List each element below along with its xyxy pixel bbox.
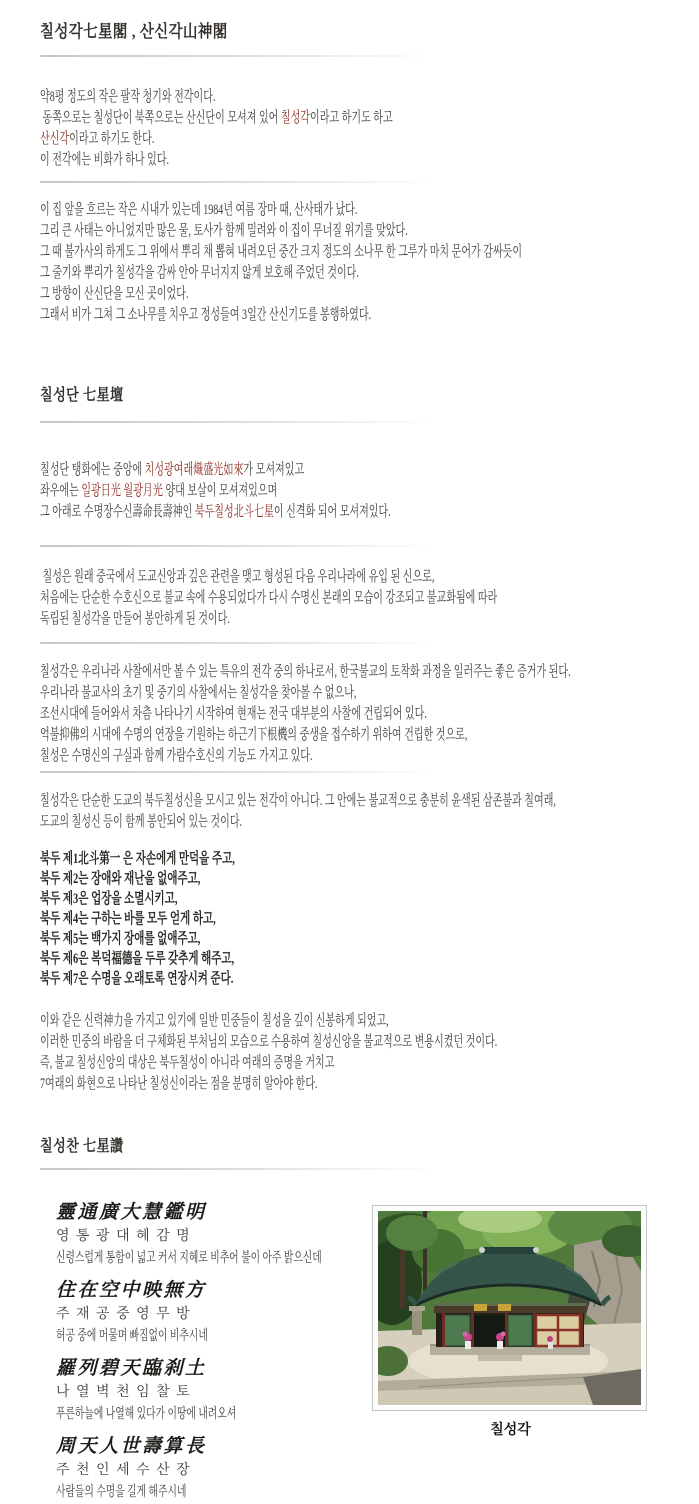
paragraph-line	[40, 791, 556, 812]
text-segment: 이 전각에는 비화가 하나 있다.	[40, 152, 170, 168]
highlight-term: 일광日光 월광月光	[81, 483, 163, 499]
text-segment: 양대 보살이 모셔져있으며	[162, 483, 278, 499]
text-segment: 7여래의 화현으로 나타난 칠성신이라는 점을 분명히 알아야 한다.	[40, 1076, 318, 1092]
paragraph-line	[40, 263, 476, 284]
text-segment: 독립된 칠성각을 만들어 봉안하게 된 것이다.	[40, 611, 230, 627]
verse-meaning: 허공 중에 머물며 빠짐없이 비추시네	[56, 1329, 208, 1344]
text-segment: 칠성은 원래 중국에서 도교신앙과 깊은 관련을 맺고 형성된 다음 우리나라에 유입 된 신으로,	[40, 569, 435, 585]
paragraph	[40, 1011, 690, 1095]
section-divider	[40, 181, 472, 183]
text-segment: 북두 제5는 백가지 장애를 없애주고,	[40, 931, 201, 947]
text-segment: 동쪽으로는 칠성단이 북쪽으로는 산신단이 모셔져 있어	[40, 110, 281, 126]
paragraph-line	[40, 481, 476, 502]
section-divider	[40, 642, 472, 644]
verse-hanja: 羅列碧天臨刹土	[56, 1358, 207, 1379]
paragraph-line	[40, 812, 476, 833]
temple-photo-illustration	[378, 1211, 641, 1405]
dharma-list-item	[40, 969, 495, 989]
temple-photo	[372, 1205, 647, 1411]
paragraph-line	[40, 725, 476, 746]
text-segment: 가 모셔져있고	[243, 462, 305, 478]
highlight-term: 산신각	[40, 131, 70, 147]
text-segment: 북두 제6은 복덕福德을 두루 갖추게 해주고,	[40, 951, 235, 967]
verse-reading: 영 통 광 대 혜 감 명	[56, 1229, 192, 1244]
paragraph-line	[40, 1011, 476, 1032]
text-segment: 이라고 하기도 하고	[310, 110, 393, 126]
section-divider	[40, 545, 472, 547]
paragraph	[40, 87, 690, 171]
text-segment: 그 아래로 수명장수신壽命長壽神인	[40, 504, 195, 520]
dharma-list-item	[40, 849, 495, 869]
highlight-term: 치성광여래熾盛光如來	[144, 462, 244, 478]
paragraph-line	[40, 567, 476, 588]
text-segment: 칠성각은 우리나라 사찰에서만 볼 수 있는 특유의 전각 중의 하나로서, 한국불교의 토착화 과정을 일러주는 좋은 증거가 된다.	[40, 664, 571, 680]
highlight-term: 칠성각	[280, 110, 311, 126]
verse-reading: 주 천 인 세 수 산 장	[56, 1463, 192, 1478]
paragraph-line	[40, 588, 498, 609]
text-segment: 이러한 민중의 바람을 더 구체화된 부처님의 모습으로 수용하여 칠성신앙을 불교적으로 변용시켰던 것이다.	[40, 1034, 498, 1050]
text-segment: 칠성은 수명신의 구실과 함께 가람수호신의 기능도 가지고 있다.	[40, 748, 313, 764]
text-segment: 처음에는 단순한 수호신으로 불교 속에 수용되었다가 다시 수명신 본래의 모습이 강조되고 불교화됨에 따라	[40, 590, 498, 606]
verse-group	[56, 1434, 396, 1504]
text-segment: 칠성단 탱화에는 중앙에	[40, 462, 145, 478]
text-segment: 북두 제4는 구하는 바를 모두 얻게 하고,	[40, 911, 216, 927]
temple-figure	[372, 1205, 649, 1439]
text-segment: 이와 같은 신력神力을 가지고 있기에 일반 민중들이 칠성을 깊이 신봉하게 되었고,	[40, 1013, 389, 1029]
dharma-list	[40, 849, 690, 989]
text-segment: 억불抑佛의 시대에 수명의 연장을 기원하는 하근기下根機의 중생을 접수하기 위하여 건립한 것으로,	[40, 727, 468, 743]
paragraph-line	[40, 683, 476, 704]
verse-meaning: 사람들의 수명을 길게 해주시네	[56, 1485, 187, 1500]
section-divider	[40, 421, 472, 423]
paragraph	[40, 662, 690, 767]
text-segment: 약8평 정도의 작은 팔작 청기와 전각이다.	[40, 89, 216, 105]
text-segment: 즉, 불교 칠성신앙의 대상은 북두칠성이 아니라 여래의 증명을 거치고	[40, 1055, 335, 1071]
section-divider	[40, 55, 472, 57]
verse-group	[56, 1200, 396, 1270]
paragraph-line	[40, 1032, 498, 1053]
paragraph-line	[40, 200, 476, 221]
photo-caption: 칠성각	[490, 1423, 531, 1438]
paragraph-line	[40, 704, 476, 725]
verse-group	[56, 1356, 396, 1426]
paragraph-line	[40, 129, 476, 150]
paragraph-line	[40, 150, 476, 171]
text-segment: 북두 제2는 장애와 재난을 없애주고,	[40, 871, 201, 887]
verse-reading: 나 열 벽 천 임 찰 토	[56, 1385, 192, 1400]
text-segment: 그리 큰 사태는 아니었지만 많은 물, 토사가 함께 밀려와 이 집이 무너질 위기를 맞았다.	[40, 223, 408, 239]
text-segment: 우리나라 불교사의 초기 및 중기의 사찰에서는 칠성각을 찾아볼 수 없으나,	[40, 685, 357, 701]
dharma-list-item	[40, 909, 495, 929]
verse-hanja: 住在空中映無方	[56, 1280, 207, 1301]
verse-meaning: 신령스럽게 통함이 넓고 커서 지혜로 비추어 불이 아주 밝으신데	[56, 1251, 322, 1266]
paragraph-line	[40, 609, 476, 630]
paragraph	[40, 460, 690, 523]
text-segment: 칠성각은 단순한 도교의 북두칠성신을 모시고 있는 전각이 아니다. 그 안에는 불교적으로 충분히 윤색된 삼존불과 칠여래,	[40, 793, 556, 809]
paragraph-line	[40, 746, 476, 767]
paragraph-line	[40, 87, 476, 108]
text-segment: 북두 제1北斗第一 은 자손에게 만덕을 주고,	[40, 851, 235, 867]
paragraph-line	[40, 1074, 476, 1095]
paragraph	[40, 791, 690, 833]
text-segment: 그 때 불가사의 하게도 그 위에서 뿌리 채 뽑혀 내려오던 중간 크지 정도의 소나무 한 그루가 마치 문어가 감싸듯이	[40, 244, 523, 260]
text-segment: 이 신격화 되어 모셔져있다.	[273, 504, 391, 520]
text-segment: 북두 제3은 업장을 소멸시키고,	[40, 891, 178, 907]
text-segment: 도교의 칠성신 등이 함께 봉안되어 있는 것이다.	[40, 814, 243, 830]
text-segment: 그 방향이 산신단을 모신 곳이었다.	[40, 286, 189, 302]
paragraph-line	[40, 460, 476, 481]
highlight-term: 북두칠성北斗七星	[194, 504, 274, 520]
dharma-list-item	[40, 869, 495, 889]
text-segment: 이 집 앞을 흐르는 작은 시내가 있는데 1984년 여름 장마 때, 산사태가 났다.	[40, 202, 358, 218]
text-segment: 북두 제7은 수명을 오래토록 연장시켜 준다.	[40, 971, 234, 987]
text-segment: 좌우에는	[40, 483, 82, 499]
section-divider	[40, 1168, 472, 1170]
paragraph	[40, 567, 690, 630]
hymn-verses	[40, 1200, 396, 1504]
paragraph	[40, 200, 690, 326]
paragraph-line	[40, 108, 476, 129]
dharma-list-item	[40, 889, 495, 909]
text-segment: 그래서 비가 그쳐 그 소나무를 치우고 정성들여 3일간 산신기도를 봉행하였다.	[40, 307, 372, 323]
verse-hanja: 周天人世壽算長	[56, 1436, 207, 1457]
dharma-list-item	[40, 929, 495, 949]
paragraph-line	[40, 221, 476, 242]
paragraph-line	[40, 242, 523, 263]
text-segment: 조선시대에 들어와서 차츰 나타나기 시작하여 현재는 전국 대부분의 사찰에 건립되어 있다.	[40, 706, 427, 722]
dharma-list-item	[40, 949, 495, 969]
page-title: 칠성각七星閣 , 산신각山神閣	[40, 22, 228, 41]
paragraph-line	[40, 502, 476, 523]
paragraph-line	[40, 305, 476, 326]
section-title: 칠성찬 七星讚	[40, 1138, 124, 1155]
text-segment: 그 줄기와 뿌리가 칠성각을 감싸 안아 무너지지 않게 보호해 주었던 것이다.	[40, 265, 359, 281]
paragraph-line	[40, 662, 571, 683]
section-divider	[40, 771, 472, 773]
paragraph-line	[40, 284, 476, 305]
section-title: 칠성단 七星壇	[40, 387, 124, 404]
verse-group	[56, 1278, 396, 1348]
text-segment: 이라고 하기도 한다.	[69, 131, 155, 147]
verse-meaning: 푸른하늘에 나열해 있다가 이땅에 내려오셔	[56, 1407, 237, 1422]
verse-hanja: 靈通廣大慧鑑明	[56, 1202, 207, 1223]
verse-reading: 주 재 공 중 영 무 방	[56, 1307, 192, 1322]
paragraph-line	[40, 1053, 476, 1074]
